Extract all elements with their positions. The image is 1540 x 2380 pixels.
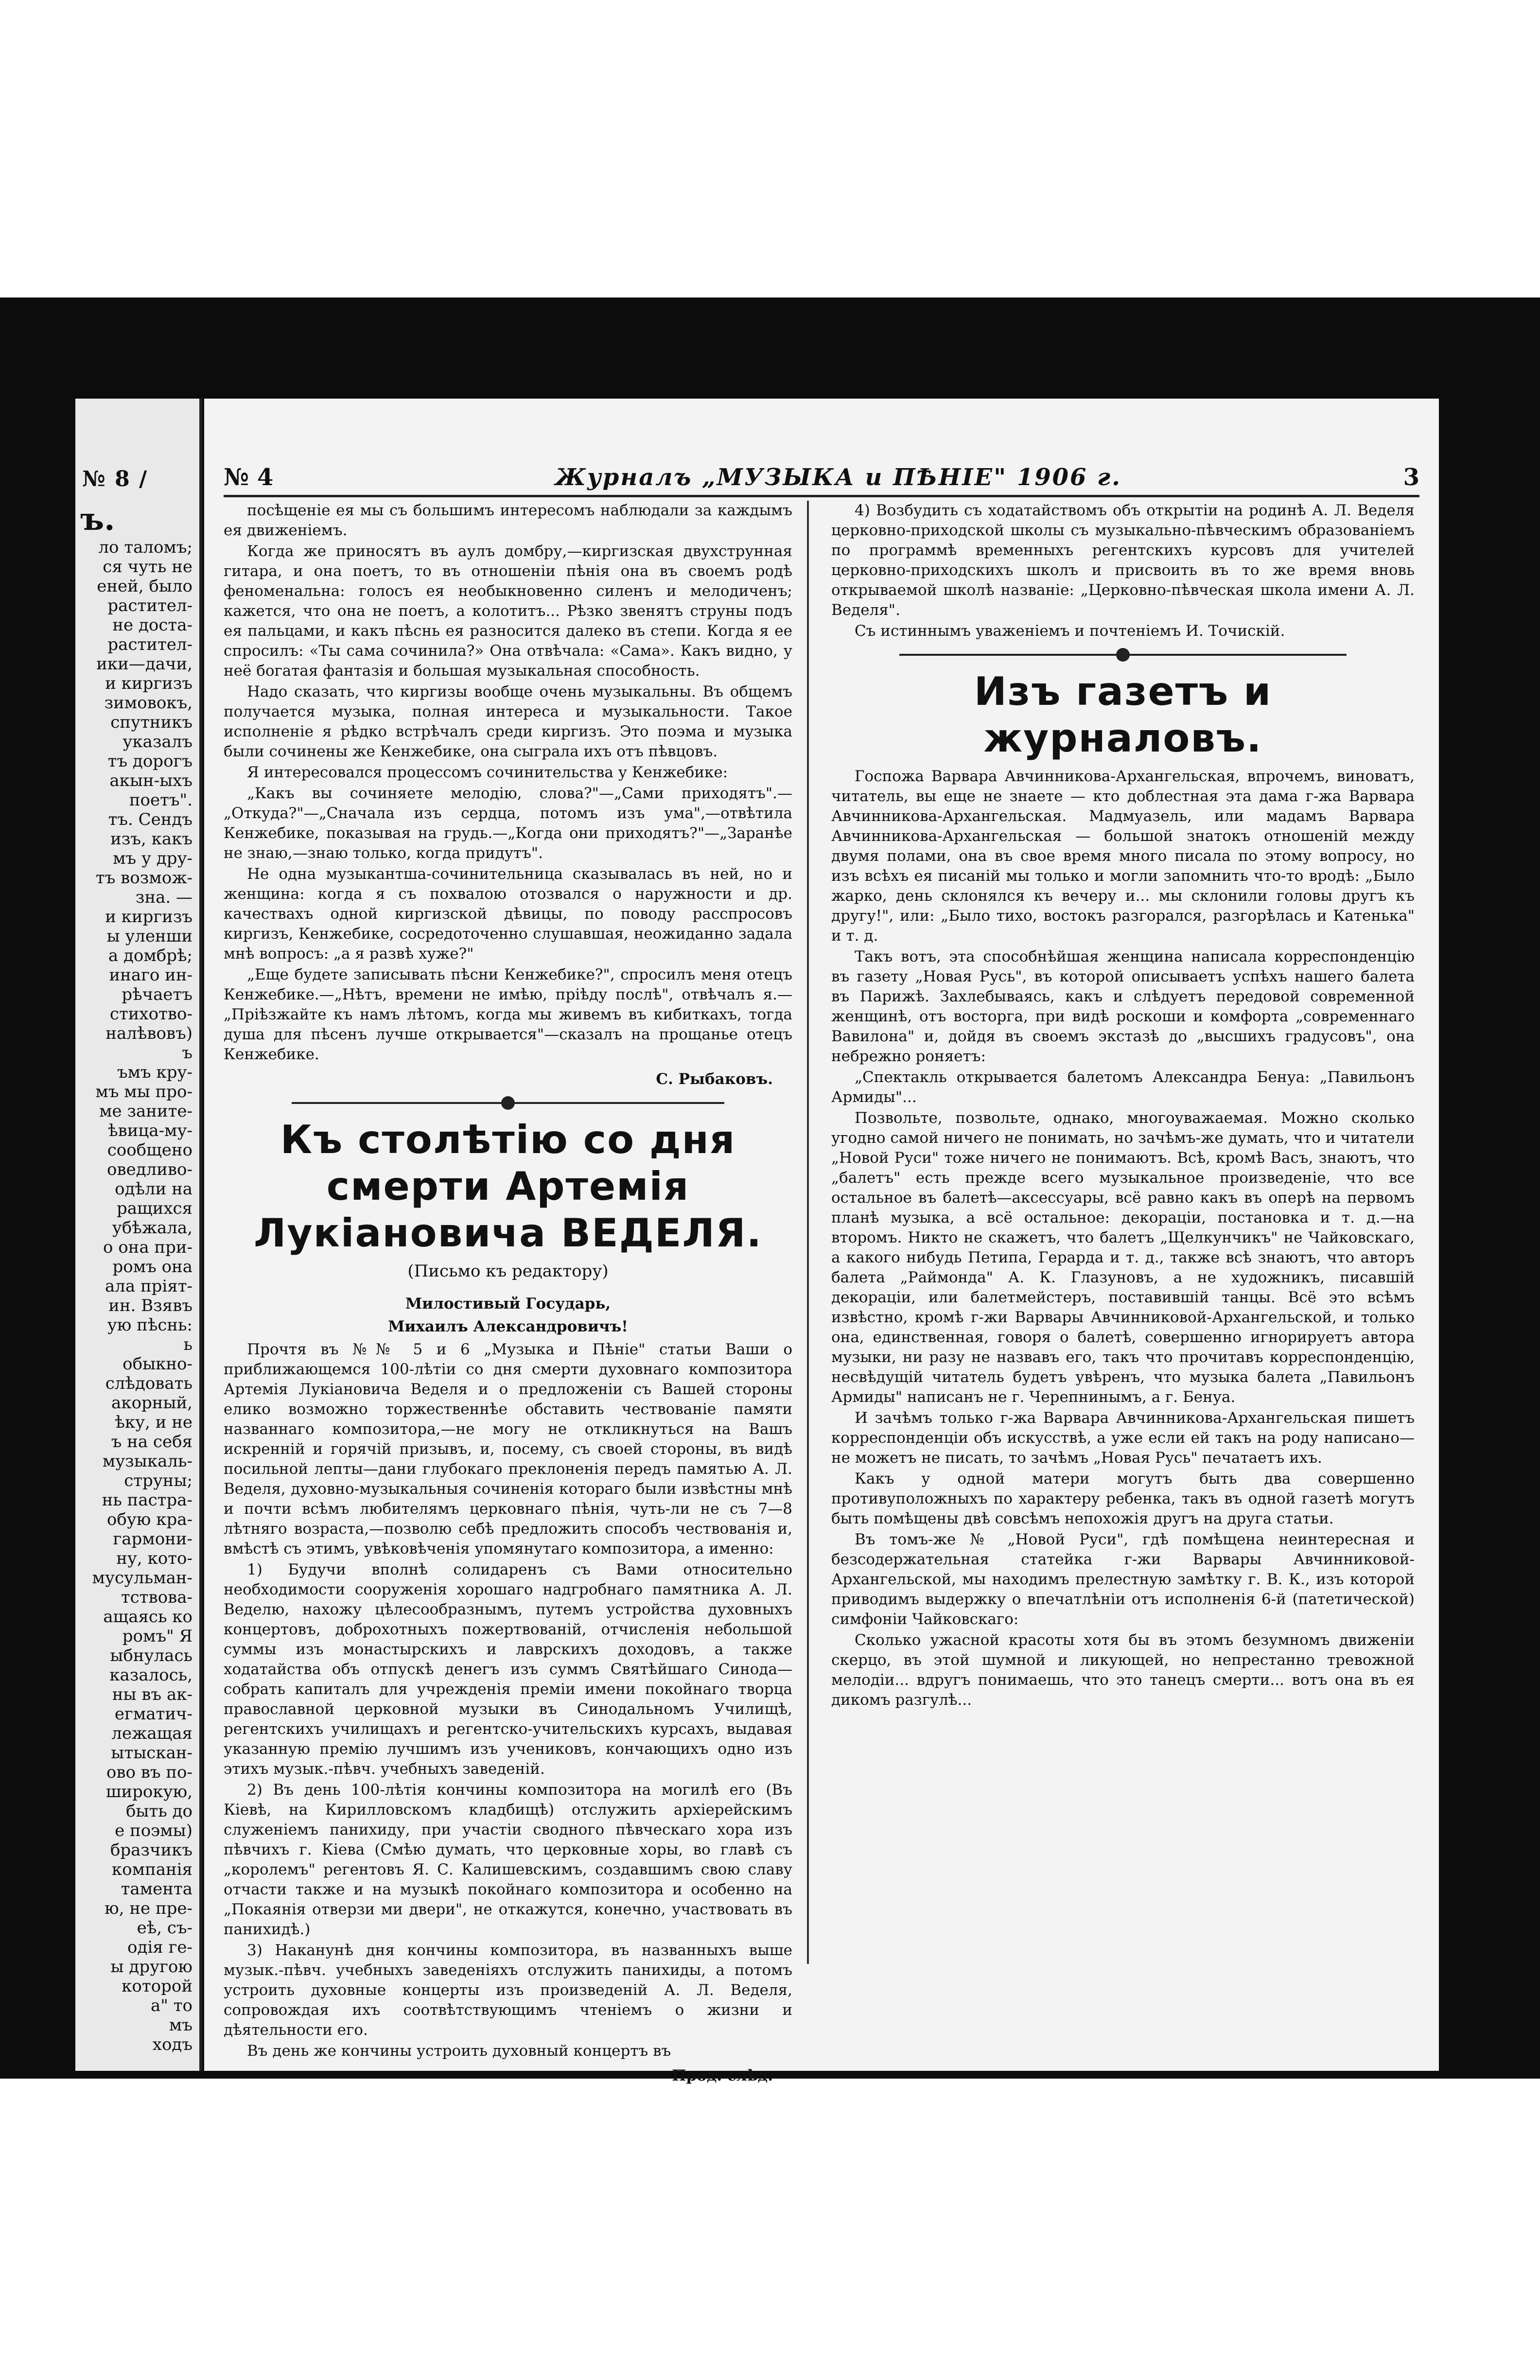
- previous-page-fragment: изъ, какъ: [110, 829, 192, 849]
- section-divider: [292, 1102, 724, 1104]
- previous-page-fragment: компанія: [111, 1860, 192, 1879]
- paragraph: Госпожа Варвара Авчинникова-Архангельская, впрочемъ, виноватъ, читатель, вы еще не знаете — кто доблестная эта дама г-жа Варвара Авчинникова-Архангельская. Мадмуазель, или мадамъ Варвара Авчинникова-Архангельская — большой знатокъ отношеній между двумя полами, она въ свое время много писала по этому вопросу, но изъ всѣхъ ея писаній мы только и могли запомнить что-то вродѣ: „Было жарко, день склонялся къ вечеру и... мы склонили головы другъ къ другу!", или: „Было тихо, востокъ разгорался, разгорѣлась и Катенька" и т. д.: [831, 768, 1415, 945]
- previous-page-fragment: одія ге-: [127, 1938, 192, 1957]
- previous-page-fragment: не доста-: [112, 615, 192, 635]
- previous-page-fragment: и киргизъ: [105, 907, 192, 927]
- previous-page-fragment: ую пѣснь:: [107, 1315, 192, 1335]
- page-number: 3: [1403, 464, 1419, 491]
- previous-page-fragment: растител-: [107, 596, 192, 615]
- previous-page-fragment: ин. Взявъ: [108, 1296, 192, 1315]
- previous-page-fragment: ово въ по-: [106, 1763, 192, 1782]
- section-divider: [899, 654, 1347, 656]
- paragraph: „Какъ вы сочиняете мелодію, слова?"—„Сами приходятъ".—„Откуда?"—„Сначала изъ сердца, потомъ изъ ума",—отвѣтила Кенжебике, показывая на грудь.—„Когда они приходятъ?"—„Заранѣе не знаю,—знаю только, когда придутъ".: [224, 785, 792, 862]
- previous-page-fragment: ходъ: [152, 2035, 192, 2054]
- intro-article: [224, 501, 792, 1065]
- press-review-body: [831, 767, 1415, 1710]
- previous-page-fragment: гармони-: [113, 1529, 192, 1549]
- previous-page-fragment: о она при-: [103, 1238, 192, 1257]
- continuation-note: Прод. слѣд.: [672, 2067, 773, 2084]
- paragraph: Я интересовался процессомъ сочинительства у Кенжебике:: [247, 764, 728, 781]
- previous-page-fragment: ащаясь ко: [103, 1607, 192, 1627]
- paragraph: Въ день же кончины устроить духовный концертъ въ: [247, 2042, 671, 2060]
- previous-page-fragment: нь пастра-: [102, 1490, 192, 1510]
- previous-page-fragment: ь: [183, 1335, 192, 1354]
- previous-page-fragment: сообщено: [107, 1140, 192, 1160]
- previous-page-fragment: тамента: [121, 1879, 192, 1899]
- paragraph: Надо сказать, что киргизы вообще очень музыкальны. Въ общемъ получается музыка, полная интереса и музыкальности. Такое исполненіе я рѣдко встрѣчалъ среди киргизъ. Это поэма и музыка были сочинены же Кенжебике, она сыграла ихъ отъ пѣвцовъ.: [224, 683, 792, 760]
- paragraph: 3) Наканунѣ дня кончины композитора, въ названныхъ выше музык.-пѣвч. учебныхъ заведеніяхъ отслужить панихиды, а потомъ устроить духовные концерты изъ произведеній А. Л. Веделя, сопровождая ихъ соотвѣтствующимъ чтеніемъ о жизни и дѣятельности его.: [224, 1942, 792, 2039]
- previous-page-fragment: зна. —: [135, 888, 192, 907]
- previous-page-fragment: ромъ она: [112, 1257, 192, 1277]
- previous-page-fragment: акын-ыхъ: [109, 771, 192, 790]
- previous-page-fragment: а" то: [151, 1996, 192, 2015]
- previous-page-fragment: убѣжала,: [112, 1218, 192, 1238]
- paragraph: посѣщеніе ея мы съ большимъ интересомъ наблюдали за каждымъ ея движеніемъ.: [224, 502, 792, 539]
- paragraph: Не одна музыкантша-сочинительница сказывалась въ ней, но и женщина: когда я съ похвалою отозвался о наружности и др. качествахъ одной киргизской дѣвицы, по поводу расспросовъ киргизъ, Кенжебике, сосредоточенно слушавшая, неожиданно задала мнѣ вопросъ: „а я развѣ хуже?": [224, 865, 792, 962]
- right-column: [831, 501, 1415, 2012]
- previous-page-fragment: струны;: [124, 1471, 192, 1490]
- previous-page-fragment: тствова-: [121, 1588, 192, 1607]
- paragraph: Какъ у одной матери могутъ быть два совершенно противуположныхъ по характеру ребенка, такъ въ одной газетѣ могутъ быть помѣщены двѣ совсѣмъ непохожія другъ на друга статьи.: [831, 1470, 1415, 1527]
- previous-page-fragment: указалъ: [122, 732, 192, 752]
- paragraph: 4) Возбудить съ ходатайствомъ объ открытіи на родинѣ А. Л. Веделя церковно-приходской школы съ музыкально-пѣвческимъ образованіемъ по программѣ временныхъ регентскихъ курсовъ для учителей церковно-приходскихъ школъ и присвоить въ то же время вновь открываемой школѣ названіе: „Церковно-пѣвческая школа имени А. Л. Веделя".: [831, 502, 1415, 619]
- paragraph: Сколько ужасной красоты хотя бы въ этомъ безумномъ движеніи скерцо, въ этой шумной и ликующей, но непрестанно тревожной мелодіи... вдругъ понимаешь, что это танецъ смерти... вотъ она въ ея дикомъ разгулѣ...: [831, 1631, 1415, 1709]
- previous-page-fragment: ся чуть не: [103, 557, 192, 577]
- intro-signature: С. Рыбаковъ.: [656, 1070, 773, 1088]
- previous-page-fragment: спутникъ: [110, 713, 192, 732]
- previous-page-fragment: ы уленши: [106, 927, 192, 946]
- previous-page-fragment: ло таломъ;: [98, 538, 192, 557]
- previous-page-fragment: и киргизъ: [105, 674, 192, 693]
- paragraph: Когда же приносятъ въ аулъ домбру,—киргизская двухструнная гитара, и она поетъ, то въ отношеніи пѣнія она въ своемъ родѣ феноменальна: голосъ ея необыкновенно силенъ и мелодиченъ; кажется, что она не поетъ, а колотитъ... Рѣзко звенятъ струны подъ ея пальцами, и какъ пѣснь ея разносится далеко въ степи. Когда я ее спросилъ: «Ты сама сочинила?» Она отвѣчала: «Сама». Какъ видно, у неё богатая фантазія и большая музыкальная способность.: [224, 542, 792, 680]
- previous-page-fragment: еѣ, съ-: [137, 1918, 192, 1938]
- previous-page-fragment: ну, кото-: [116, 1549, 192, 1568]
- paragraph: Въ томъ-же № „Новой Руси", гдѣ помѣщена неинтересная и безсодержательная статейка г-жи Варвары Авчинниковой-Архангельской, мы находимъ прелестную замѣтку г. В. К., изъ которой приводимъ выдержку о впечатлѣніи отъ исполненія 6-й (патетической) симфоніи Чайковскаго:: [831, 1531, 1415, 1628]
- previous-page-fragment: тъ дорогъ: [107, 752, 192, 771]
- previous-page-fragment: тъ. Сендъ: [108, 810, 192, 829]
- previous-page-fragment: мъ: [169, 2015, 192, 2035]
- previous-page-fragment: а домбрѣ;: [108, 946, 192, 965]
- previous-page-fragment: ъ на себя: [111, 1432, 192, 1452]
- left-column: [224, 501, 792, 2084]
- previous-page-fragments: [75, 538, 199, 2054]
- previous-page-fragment: растител-: [107, 635, 192, 654]
- previous-page-fragment: ытыскан-: [111, 1743, 192, 1763]
- previous-page-fragment: зимовокъ,: [104, 693, 192, 713]
- journal-title: Журналъ „МУЗЫКА и ПѢНІЕ" 1906 г.: [555, 464, 1121, 491]
- previous-page-fragment: егматич-: [114, 1704, 192, 1724]
- previous-page-fragment: быть до: [125, 1802, 192, 1821]
- article-subtitle: (Письмо къ редактору): [407, 1261, 609, 1281]
- previous-page-fragment: одѣли на: [115, 1179, 192, 1199]
- previous-page-fragment: ъ: [182, 1043, 192, 1063]
- previous-page-fragment: мъ у дру-: [113, 849, 192, 868]
- paragraph: 2) Въ день 100-лѣтія кончины композитора на могилѣ его (Въ Кіевѣ, на Кирилловскомъ кладбищѣ) отслужить архіерейскимъ служеніемъ панихиду, при участіи сводного пѣвческаго хора изъ пѣвчихъ г. Кіева (Смѣю думать, что церковные хоры, во главѣ съ „королемъ" регентовъ Я. С. Калишевскимъ, создавшимъ свою славу отчасти также и на музыкѣ покойнаго композитора и особенно на „Покаянія отверзи ми двери", не откажутся, конечно, участвовать въ панихидѣ.): [224, 1781, 792, 1938]
- previous-page-fragment: ю, не пре-: [105, 1899, 192, 1918]
- previous-page-fragment: ики—дачи,: [96, 654, 192, 674]
- previous-page-fragment: ращихся: [117, 1199, 192, 1218]
- previous-page-fragment: мусульман-: [92, 1568, 192, 1588]
- paragraph: Такъ вотъ, эта способнѣйшая женщина написала корреспонденцію въ газету „Новая Русь", въ которой описываетъ успѣхъ нашего балета въ Парижѣ. Захлебываясь, какъ и слѣдуетъ передовой современной женщинѣ, отъ восторга, при видѣ роскоши и комфорта „современнаго Вавилона" и, дойдя въ своемъ экстазѣ до „высшихъ градусовъ", она небрежно роняетъ:: [831, 948, 1415, 1065]
- previous-page-fragment: казалось,: [109, 1665, 192, 1685]
- previous-page-header: № 8 /: [82, 467, 148, 491]
- newspaper-page: [204, 399, 1439, 2084]
- previous-page-fragment: ѣвица-му-: [108, 1121, 192, 1140]
- paragraph: 1) Будучи вполнѣ солидаренъ съ Вами относительно необходимости сооруженія хорошаго надгробнаго памятника А. Л. Веделю, нахожу цѣлесообразнымъ, путемъ устройства духовныхъ концертовъ, доброхотныхъ пожертвованій, отчисленія небольшой суммы изъ монастырскихъ и лаврскихъ доходовъ, а также ходатайства объ отпускѣ денегъ изъ суммъ Святѣйшаго Синода—собрать капиталъ для учрежденія преміи имени покойнаго творца православной церковной музыки въ Синодальномъ Училищѣ, регентскихъ училищахъ и регентско-учительскихъ курсахъ, выдавая указанную премію лучшимъ изъ учениковъ, кончающихъ одно изъ этихъ музык.-пѣвч. учебныхъ заведеній.: [224, 1561, 792, 1778]
- previous-page-edge: [75, 399, 202, 2071]
- previous-page-fragment: ъмъ кру-: [117, 1063, 192, 1082]
- previous-page-fragment: поетъ".: [129, 790, 192, 810]
- previous-page-fragment: обую кра-: [106, 1510, 192, 1529]
- previous-page-fragment: лежащая: [111, 1724, 192, 1743]
- paragraph: И зачѣмъ только г-жа Варвара Авчинникова-Архангельская пишетъ корреспонденціи объ искусствѣ, а уже если ей такъ на роду написано—не можетъ не писать, то зачѣмъ „Новая Русь" печатаетъ ихъ.: [831, 1409, 1415, 1467]
- paragraph: Прочтя въ №№ 5 и 6 „Музыка и Пѣніе" статьи Ваши о приближающемся 100-лѣтіи со дня смерти духовнаго композитора Артемія Лукіановича Веделя и о предложеніи съ Вашей стороны елико возможно торжественнѣе обставить чествованіе памяти названнаго композитора,—не могу не откликнуться на Вашъ искренній и горячій призывъ, и, посему, съ своей стороны, въ видѣ посильной лепты—дани глубокаго преклоненія передъ памятью А. Л. Веделя, духовно-музыкальныя сочиненія котораго были извѣстны мнѣ и почти всѣмъ любителямъ церковнаго пѣнія, чуть-ли не съ 7—8 лѣтняго возраста,—позволю себѣ предложить способъ чествованія и, вмѣстѣ съ этимъ, увѣковѣченія упомянутаго композитора, а именно:: [224, 1341, 792, 1558]
- previous-page-fragment: еней, было: [97, 577, 192, 596]
- previous-page-fragment: мъ мы про-: [95, 1082, 192, 1102]
- previous-page-fragment: ны въ ак-: [112, 1685, 192, 1704]
- previous-page-fragment: ме заните-: [99, 1102, 192, 1121]
- salutation-line-1: Милостивый Государь,: [405, 1295, 611, 1312]
- paragraph: „Еще будете записывать пѣсни Кенжебике?", спросилъ меня отецъ Кенжебике.—„Нѣтъ, времени не имѣю, пріѣду послѣ", отвѣчалъ я.—„Пріѣзжайте къ намъ лѣтомъ, когда мы живемъ въ кибиткахъ, тогда душа для пѣсенъ лучше открывается"—сказалъ на прощанье отецъ Кенжебике.: [224, 966, 792, 1063]
- section-title: Изъ газетъ и журналовъ.: [974, 669, 1272, 761]
- previous-page-fragment: бразчикъ: [110, 1840, 192, 1860]
- letter-body: [224, 1340, 792, 2061]
- previous-page-fragment: ала пріят-: [105, 1277, 192, 1296]
- paragraph: „Спектакль открывается балетомъ Александра Бенуа: „Павильонъ Армиды"...: [831, 1068, 1415, 1106]
- previous-page-fragment: музыкаль-: [102, 1452, 192, 1471]
- letter-continuation: [831, 501, 1415, 641]
- previous-page-fragment: ы другою: [110, 1957, 192, 1977]
- previous-page-fragment: оведливо-: [106, 1160, 192, 1179]
- previous-page-fragment: акорный,: [111, 1393, 192, 1413]
- salutation-line-2: Михаилъ Александровичъ!: [388, 1318, 628, 1335]
- previous-page-fragment: слѣдовать: [105, 1374, 192, 1393]
- previous-page-fragment: тъ возмож-: [95, 868, 192, 888]
- article-title: Къ столѣтію со дня смерти Артемія Лукіановича ВЕДЕЛЯ.: [254, 1117, 762, 1256]
- previous-page-fragment: инаго ин-: [109, 965, 192, 985]
- previous-page-title: ъ.: [80, 501, 115, 538]
- issue-number: № 4: [224, 464, 274, 491]
- previous-page-fragment: е поэмы): [115, 1821, 192, 1840]
- previous-page-fragment: обыкно-: [122, 1354, 192, 1374]
- previous-page-fragment: которой: [122, 1977, 192, 1996]
- previous-page-fragment: ромъ" Я: [122, 1627, 192, 1646]
- previous-page-fragment: рѣчаетъ: [122, 985, 192, 1004]
- previous-page-fragment: широкую,: [105, 1782, 192, 1802]
- previous-page-fragment: ѣку, и не: [115, 1413, 192, 1432]
- previous-page-fragment: ыбнулась: [110, 1646, 192, 1665]
- running-head: [224, 457, 1419, 497]
- paragraph: Съ истиннымъ уваженіемъ и почтеніемъ И. Точискій.: [855, 622, 1285, 640]
- column-divider: [807, 501, 809, 1964]
- previous-page-fragment: налѣвовъ): [105, 1024, 192, 1043]
- paragraph: Позвольте, позвольте, однако, многоуважаемая. Можно сколько угодно самой ничего не понимать, но зачѣмъ-же думать, что и читатели „Новой Руси" тоже ничего не понимаютъ. Всѣ, кромѣ Васъ, знаютъ, что „балетъ" есть прежде всего музыкальное произведеніе, что все остальное въ балетѣ—аксессуары, всё равно какъ въ оперѣ на первомъ планѣ музыка, а всё остальное: декораціи, постановка и т. д.—на второмъ. Никто не скажетъ, что балетъ „Щелкунчикъ" не Чайковскаго, а какого нибудь Петипа, Герарда и т. д., также всѣ знаютъ, что авторъ балета „Раймонда" А. К. Глазуновъ, а не художникъ, писавшій декораціи, или балетмейстеръ, поставившій танцы. Всё это всѣмъ извѣстно, кромѣ г-жи Варвары Авчинниковой-Архангельской, и только она, единственная, говоря о балетѣ, совершенно игнорируетъ автора музыки, ни разу не назвавъ его, такъ что прочитавъ корреспонденцію, несвѣдущій читатель будетъ увѣренъ, что музыка балета „Павильонъ Армиды" написанъ не г. Черепнинымъ, а г. Бенуа.: [831, 1109, 1415, 1406]
- previous-page-fragment: стихотво-: [109, 1004, 192, 1024]
